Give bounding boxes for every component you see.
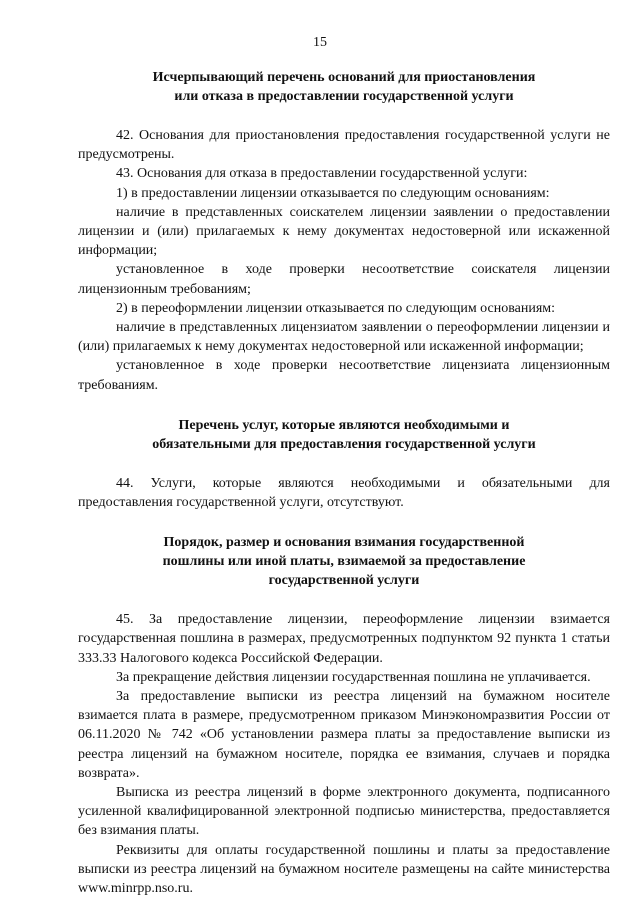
paragraph-43: 43. Основания для отказа в предоставлении государственной услуги: [116,166,528,182]
heading-line: Порядок, размер и основания взимания государственной [163,535,525,551]
spacer [78,395,610,416]
paragraph-43-item-1-b: установленное в ходе проверки несоответствие соискателя лицензии лицензионным требованиям; [78,262,610,297]
spacer [78,512,610,533]
paragraph-43-item-2-a: наличие в представленных лицензиатом заявлении о переоформлении лицензии и (или) прилагаемых к нему документах недостоверной или искаженной информации; [78,320,610,355]
section-heading-state-fee [78,533,610,590]
paragraph-45: 45. За предоставление лицензии, переоформление лицензии взимается государственная пошлина в размерах, предусмотренных подпунктом 92 пункта 1 статьи 333.33 Налогового кодекса Российской Федерации. [78,612,610,666]
spacer [78,454,610,474]
paragraph-43-item-2: 2) в переоформлении лицензии отказывается по следующим основаниям: [116,300,556,316]
paragraph-43-item-1: 1) в предоставлении лицензии отказывается по следующим основаниям: [116,185,550,201]
paragraph-45-payment-details: Реквизиты для оплаты государственной пошлины и платы за предоставление выписки из реестра лицензий на бумажном носителе размещены на сайте министерства www.minrpp.nso.ru. [78,842,610,897]
paragraph-44: 44. Услуги, которые являются необходимыми и обязательными для предоставления государственной услуги, отсутствуют. [78,475,610,511]
paragraph-45-extract-fee: За предоставление выписки из реестра лицензий на бумажном носителе взимается плата в размере, предусмотренном приказом Минэкономразвития России от 06.11.2020 № 742 «Об установлении размера платы за предоставление выписки из реестра лицензий на бумажном носителе, порядка ее взимания, случаев и порядка возврата». [78,689,610,781]
heading-line: Перечень услуг, которые являются необходимыми и [178,417,510,433]
spacer [78,106,610,126]
paragraph-42: 42. Основания для приостановления предоставления государственной услуги не предусмотрены. [78,128,610,163]
document-body [78,66,610,898]
spacer [78,590,610,610]
section-heading-required-services [78,416,610,454]
paragraph-45-termination: За прекращение действия лицензии государственная пошлина не уплачивается. [116,669,591,685]
heading-line: или отказа в предоставлении государственной услуги [174,89,514,104]
heading-line: государственной услуги [268,573,420,589]
paragraph-45-electronic-extract: Выписка из реестра лицензий в форме электронного документа, подписанного усиленной квалифицированной электронной подписью министерства, предоставляется без взимания платы. [78,785,610,839]
paragraph-43-item-2-b: установленное в ходе проверки несоответствие лицензиата лицензионным требованиям. [78,358,610,393]
paragraph-43-item-1-a: наличие в представленных соискателем лицензии заявлении о предоставлении лицензии и (или) прилагаемых к нему документах недостоверной или искаженной информации; [78,204,610,259]
heading-line: обязательными для предоставления государственной услуги [152,436,536,452]
section-heading-suspension-refusal [78,68,610,106]
heading-line: Исчерпывающий перечень оснований для приостановления [152,70,536,85]
page-number: 15 [313,35,327,50]
heading-line: пошлины или иной платы, взимаемой за предоставление [162,554,526,570]
